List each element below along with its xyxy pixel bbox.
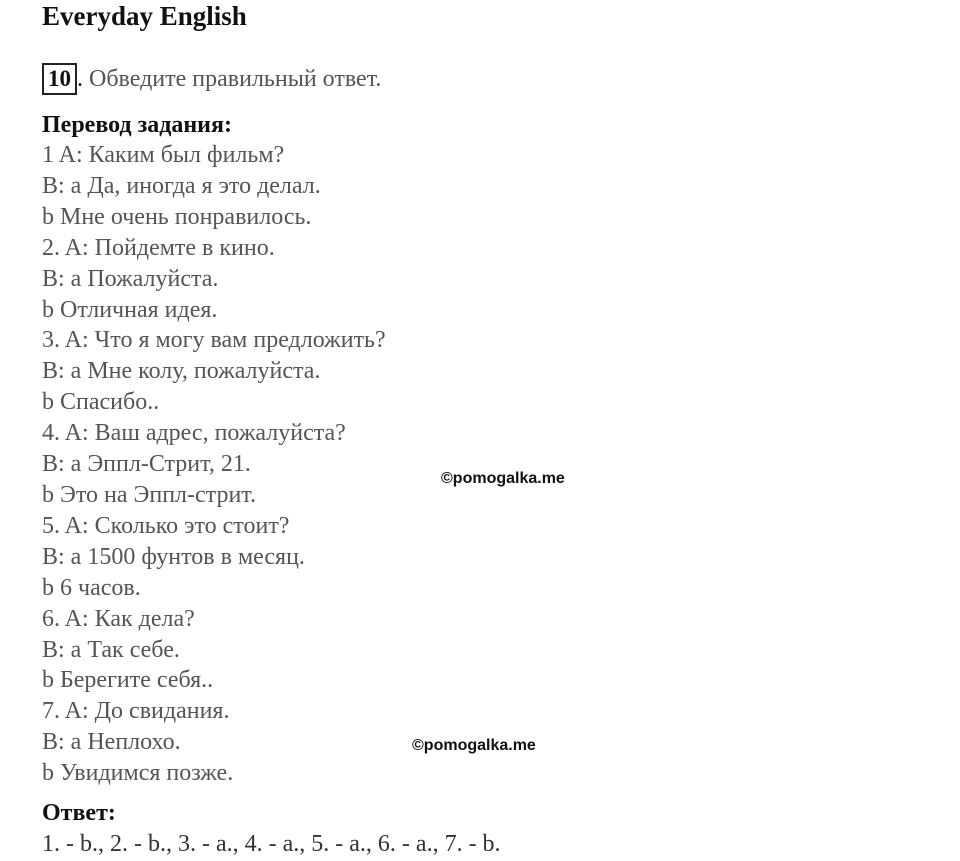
- translation-line: b Увидимся позже.: [42, 760, 234, 787]
- translation-lines: [42, 140, 386, 789]
- translation-line: 2. A: Пойдемте в кино.: [42, 234, 275, 261]
- answer-heading: Ответ:: [42, 800, 116, 826]
- translation-line: 3. A: Что я могу вам предложить?: [42, 327, 386, 354]
- page-title: Everyday English: [42, 1, 247, 31]
- translation-line: 5. A: Сколько это стоит?: [42, 512, 290, 539]
- translation-line: 1 A: Каким был фильм?: [42, 142, 285, 168]
- translation-line: B: a Мне колу, пожалуйста.: [42, 358, 321, 385]
- translation-line: b Спасибо..: [42, 389, 160, 416]
- translation-line: B: a Так себе.: [42, 636, 180, 663]
- task-instruction-row: [42, 62, 381, 96]
- translation-line: 6. A: Как дела?: [42, 605, 195, 632]
- translation-line: 7. A: До свидания.: [42, 698, 230, 725]
- translation-line: b 6 часов.: [42, 574, 141, 601]
- translation-line: b Мне очень понравилось.: [42, 203, 312, 230]
- translation-line: b Берегите себя..: [42, 667, 214, 694]
- translation-line: b Отличная идея.: [42, 296, 218, 323]
- translation-line: B: a Эппл-Стрит, 21.: [42, 451, 251, 478]
- translation-line: b Это на Эппл-стрит.: [42, 481, 256, 508]
- task-number-box: 10: [42, 63, 77, 95]
- translation-line: 4. A: Ваш адрес, пожалуйста?: [42, 420, 346, 447]
- translation-line: B: a Да, иногда я это делал.: [42, 172, 321, 199]
- translation-heading: Перевод задания:: [42, 112, 232, 138]
- task-instruction: Обведите правильный ответ.: [89, 66, 382, 92]
- translation-line: B: a 1500 фунтов в месяц.: [42, 543, 305, 570]
- task-number-dot: .: [77, 66, 83, 92]
- translation-line: B: a Пожалуйста.: [42, 265, 219, 292]
- answer-text: 1. - b., 2. - b., 3. - a., 4. - a., 5. - a., 6. - a., 7. - b.: [42, 831, 501, 857]
- watermark: ©pomogalka.me: [441, 470, 565, 487]
- translation-line: B: a Неплохо.: [42, 729, 181, 756]
- watermark: ©pomogalka.me: [412, 737, 536, 754]
